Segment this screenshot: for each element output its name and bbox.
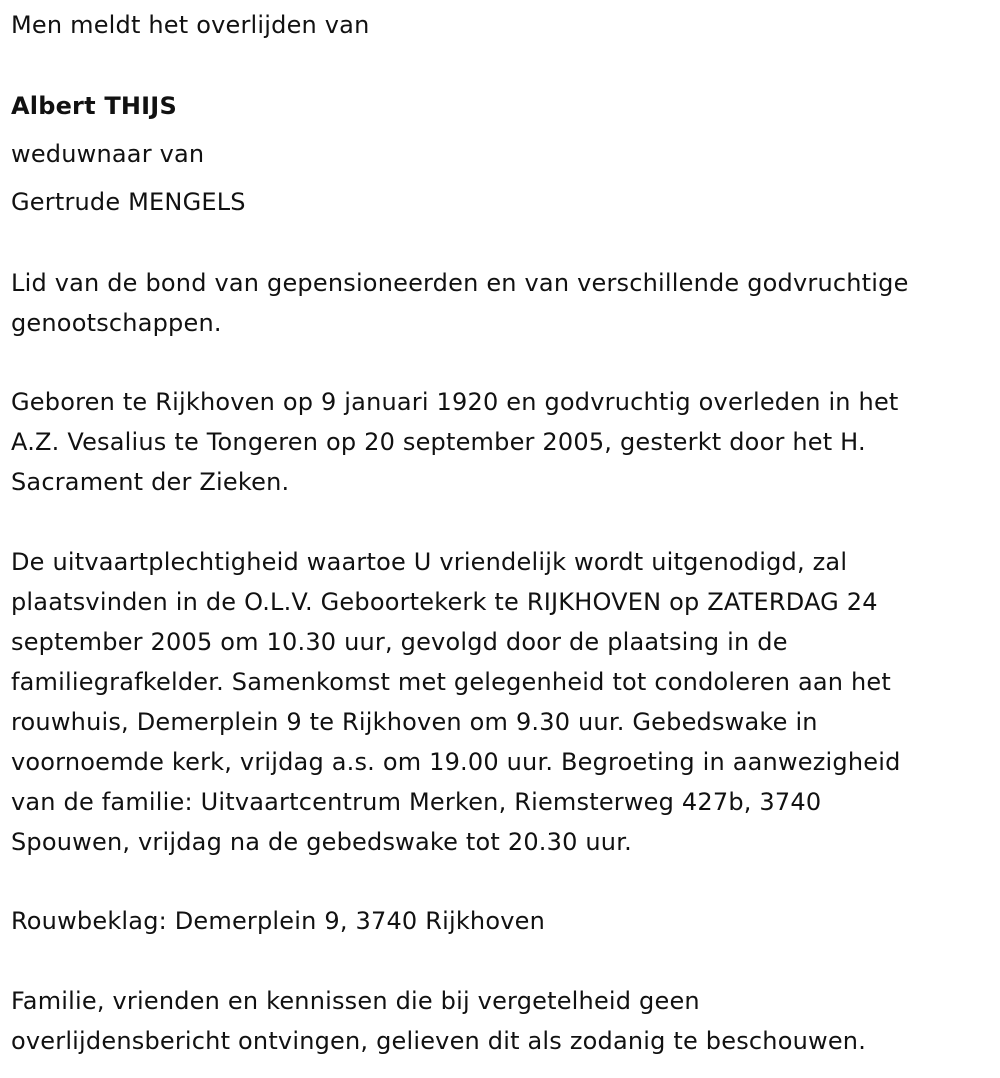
membership-line: Lid van de bond van gepensioneerden en van verschillende godvruchtige (11, 269, 909, 297)
funeral-line: voornoemde kerk, vrijdag a.s. om 19.00 uur. Begroeting in aanwezigheid (11, 748, 901, 776)
intro-text: Men meldt het overlijden van (11, 11, 370, 39)
funeral-line: De uitvaartplechtigheid waartoe U vriendelijk wordt uitgenodigd, zal (11, 548, 848, 576)
funeral-line: september 2005 om 10.30 uur, gevolgd door de plaatsing in de (11, 628, 788, 656)
closing-line: overlijdensbericht ontvingen, gelieven dit als zodanig te beschouwen. (11, 1027, 867, 1055)
funeral-line: van de familie: Uitvaartcentrum Merken, Riemsterweg 427b, 3740 (11, 788, 822, 816)
mourning-address: Rouwbeklag: Demerplein 9, 3740 Rijkhoven (11, 907, 545, 935)
relation-text: weduwnaar van (11, 140, 205, 168)
birth-death-line: A.Z. Vesalius te Tongeren op 20 september 2005, gesterkt door het H. (11, 428, 866, 456)
birth-death-line: Geboren te Rijkhoven op 9 januari 1920 en godvruchtig overleden in het (11, 388, 899, 416)
funeral-line: Spouwen, vrijdag na de gebedswake tot 20.30 uur. (11, 828, 632, 856)
deceased-name: Albert THIJS (11, 92, 177, 120)
funeral-line: rouwhuis, Demerplein 9 te Rijkhoven om 9.30 uur. Gebedswake in (11, 708, 818, 736)
closing-line: Familie, vrienden en kennissen die bij vergetelheid geen (11, 987, 700, 1015)
funeral-line: plaatsvinden in de O.L.V. Geboortekerk te RIJKHOVEN op ZATERDAG 24 (11, 588, 878, 616)
birth-death-line: Sacrament der Zieken. (11, 468, 290, 496)
spouse-name: Gertrude MENGELS (11, 188, 246, 216)
funeral-line: familiegrafkelder. Samenkomst met gelegenheid tot condoleren aan het (11, 668, 892, 696)
membership-line: genootschappen. (11, 309, 222, 337)
